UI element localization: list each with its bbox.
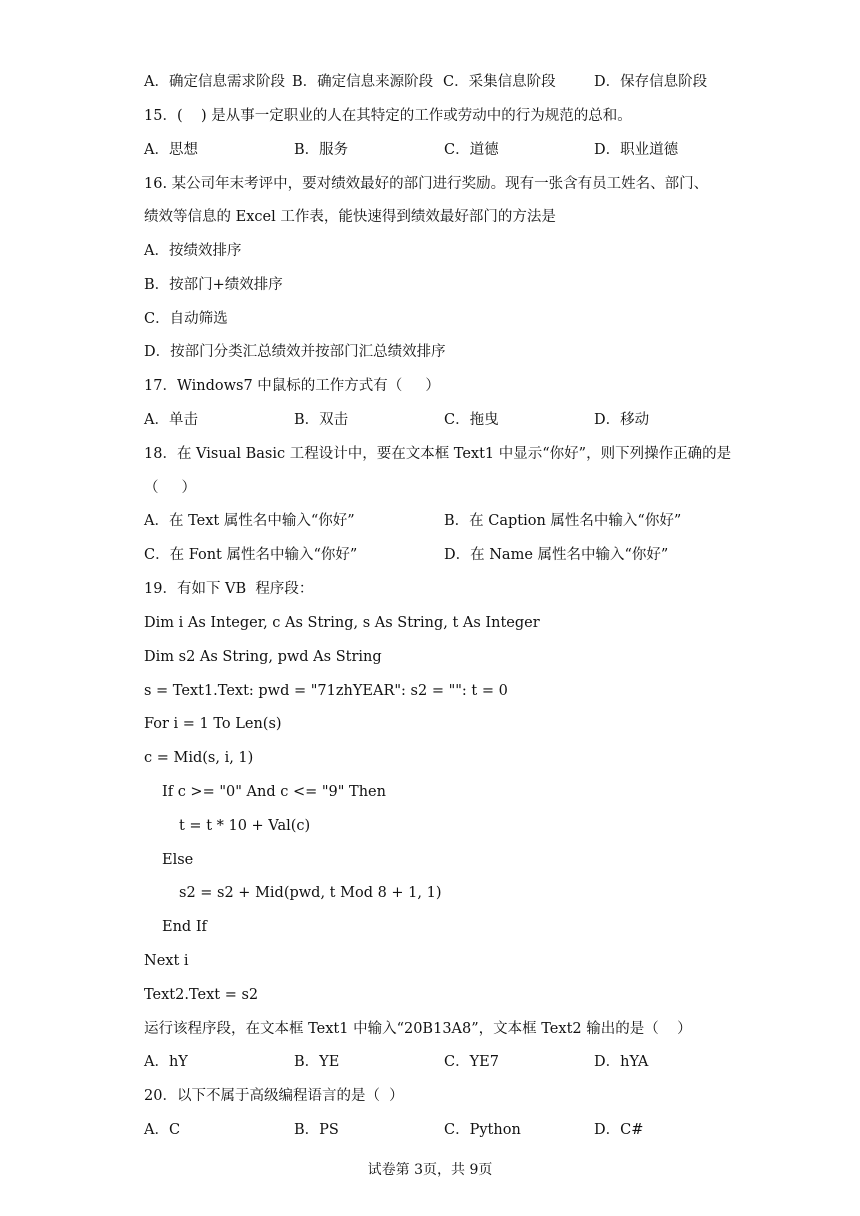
- code-line: Dim s2 As String, pwd As String: [144, 649, 382, 665]
- q19-option-a: A．hY: [144, 1054, 188, 1070]
- q16-stem-line2: 绩效等信息的 Excel 工作表，能快速得到绩效最好部门的方法是: [144, 209, 556, 225]
- q20-option-a: A．C: [144, 1122, 181, 1138]
- q20-option-d: D．C#: [594, 1122, 644, 1138]
- q16-option-a: A．按绩效排序: [144, 243, 242, 259]
- code-line: Else: [162, 852, 194, 868]
- q19-option-b: B．YE: [294, 1054, 340, 1070]
- q19-option-d: D．hYA: [594, 1054, 649, 1070]
- q14-option-d: D．保存信息阶段: [594, 74, 708, 90]
- q18-option-a: A．在 Text 属性名中输入“你好”: [144, 513, 355, 529]
- code-line: If c >= "0" And c <= "9" Then: [162, 784, 386, 800]
- q17-option-c: C．拖曳: [444, 412, 499, 428]
- q14-option-a: A．确定信息需求阶段: [144, 74, 285, 90]
- code-line: c = Mid(s, i, 1): [144, 750, 254, 766]
- q18-option-d: D．在 Name 属性名中输入“你好”: [444, 547, 669, 563]
- code-line: End If: [162, 919, 207, 935]
- q20-option-c: C．Python: [444, 1122, 521, 1138]
- code-line: s2 = s2 + Mid(pwd, t Mod 8 + 1, 1): [179, 885, 442, 901]
- q20-stem: 20．以下不属于高级编程语言的是（ ）: [144, 1088, 404, 1104]
- q15-option-b: B．服务: [294, 142, 349, 158]
- code-line: Dim i As Integer, c As String, s As String, t As Integer: [144, 615, 540, 631]
- code-line: For i = 1 To Len(s): [144, 716, 282, 732]
- q17-stem: 17．Windows7 中鼠标的工作方式有（ ）: [144, 378, 440, 394]
- code-line: Text2.Text = s2: [144, 987, 259, 1003]
- code-line: s = Text1.Text: pwd = "71zhYEAR": s2 = "": t = 0: [144, 683, 508, 699]
- code-line: t = t * 10 + Val(c): [179, 818, 311, 834]
- q16-option-c: C．自动筛选: [144, 311, 228, 327]
- q18-option-b: B．在 Caption 属性名中输入“你好”: [444, 513, 682, 529]
- q16-option-d: D．按部门分类汇总绩效并按部门汇总绩效排序: [144, 344, 446, 360]
- q14-option-b: B．确定信息来源阶段: [292, 74, 434, 90]
- q18-stem-line2: （ ）: [144, 480, 197, 496]
- q17-option-b: B．双击: [294, 412, 349, 428]
- page-footer: 试卷第 3页，共 9页: [367, 1162, 493, 1178]
- q20-option-b: B．PS: [294, 1122, 339, 1138]
- q14-option-c: C．采集信息阶段: [443, 74, 556, 90]
- q17-option-a: A．单击: [144, 412, 198, 428]
- q18-option-c: C．在 Font 属性名中输入“你好”: [144, 547, 358, 563]
- q19-stem: 19．有如下 VB 程序段：: [144, 581, 314, 597]
- q15-option-d: D．职业道德: [594, 142, 679, 158]
- q15-option-c: C．道德: [444, 142, 499, 158]
- code-line: Next i: [144, 953, 189, 969]
- q17-option-d: D．移动: [594, 412, 650, 428]
- q15-stem: 15．( ) 是从事一定职业的人在其特定的工作或劳动中的行为规范的总和。: [144, 108, 632, 124]
- q15-option-a: A．思想: [144, 142, 198, 158]
- q16-stem-line1: 16. 某公司年末考评中，要对绩效最好的部门进行奖励。现有一张含有员工姓名、部门、: [144, 176, 709, 192]
- q16-option-b: B．按部门+绩效排序: [144, 277, 283, 293]
- q18-stem-line1: 18．在 Visual Basic 工程设计中，要在文本框 Text1 中显示“你好”，则下列操作正确的是: [144, 446, 732, 462]
- q19-question: 运行该程序段，在文本框 Text1 中输入“20B13A8”，文本框 Text2 输出的是（ ）: [144, 1021, 692, 1037]
- q19-option-c: C．YE7: [444, 1054, 499, 1070]
